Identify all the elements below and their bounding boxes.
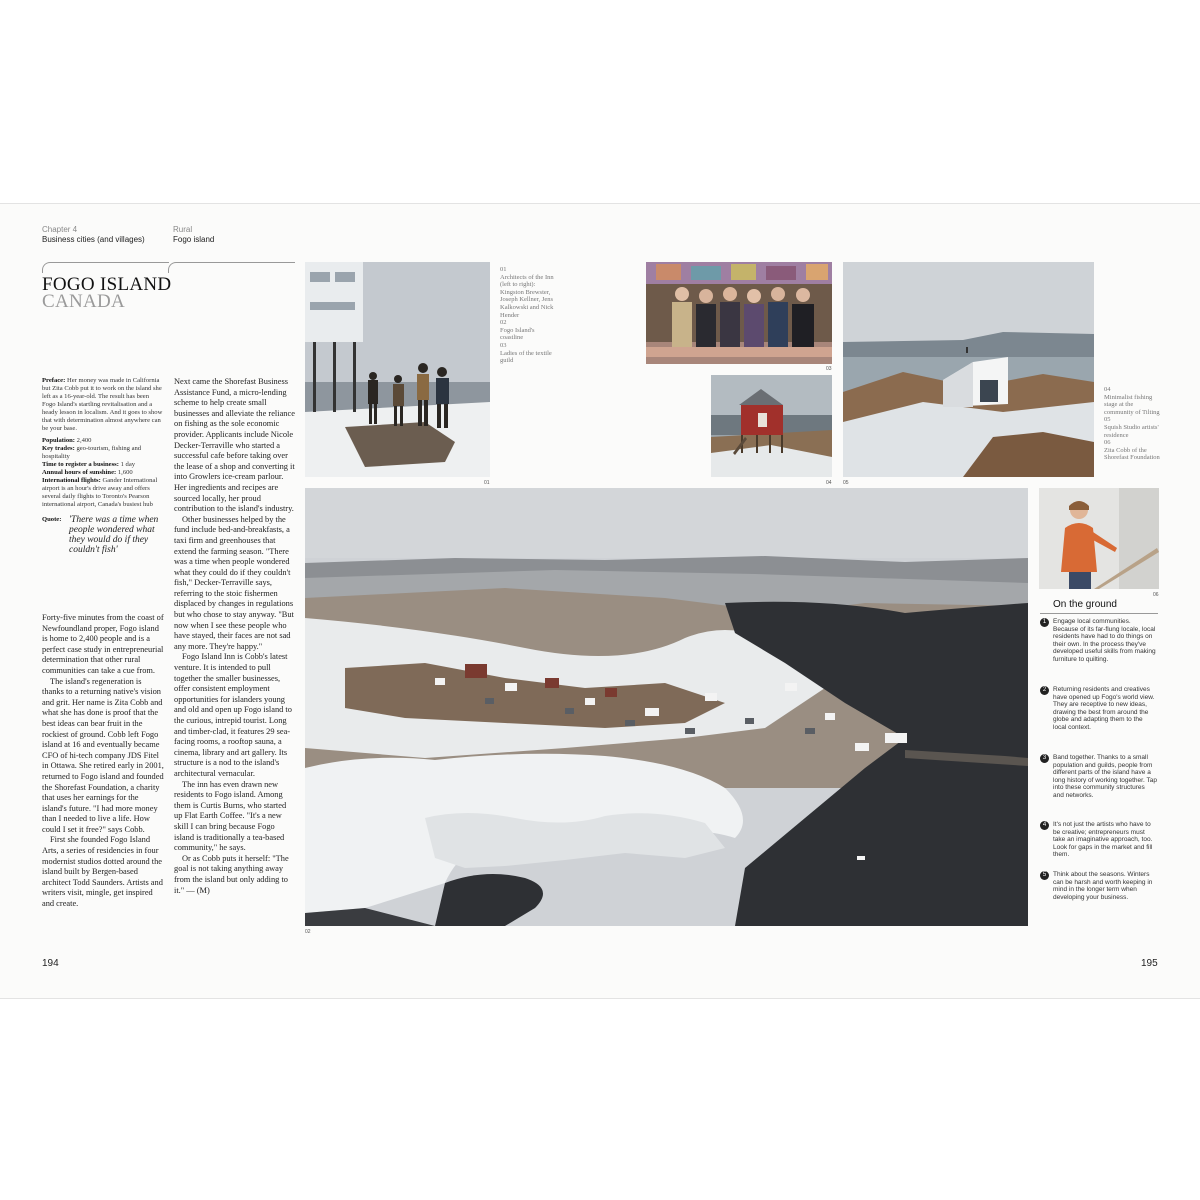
photo-number-04: 04 xyxy=(826,480,832,486)
photo-textile-guild xyxy=(646,262,832,364)
title-rule-right xyxy=(168,262,295,273)
paragraph: The island's regeneration is thanks to a returning native's vision and grit. Her name is Zita Cobb and what she has done is proof that the best ideas can bear fruit in the rockiest of ground. Cobb left Fogo island at 16 and eventually became CFO of hi-tech company JDS Fitel in Ottawa. She retired early in 2001, returned to Fogo island and founded the Shorefast Foundation, a charity that uses her earnings for the island's future. "I had more money than I needed to live a life. How could I set it free?" says Cobb. xyxy=(42,676,164,834)
list-number: 4 xyxy=(1040,821,1049,830)
paragraph: The inn has even drawn new residents to Fogo island. Among them is Curtis Burns, who started up Flat Earth Coffee. "It's a new skill I can bring because Fogo island is traditionally a tea-based community," he says. xyxy=(174,779,287,853)
paragraph: Other businesses helped by the fund include bed-and-breakfasts, a taxi firm and greenhouses that extend the farming season. "There was a time when people wondered what they could do if they couldn't fish," Decker-Terraville says, referring to the stoic fishermen displaced by changes in regulations but who chose to stay anyway. "But now when I see these people who have stayed, their faces are not sad any more. They're happy." xyxy=(174,514,294,651)
key-trades xyxy=(42,445,164,461)
article-subtitle: CANADA xyxy=(42,291,126,312)
register-value: 1 day xyxy=(120,461,136,468)
section-name: Fogo island xyxy=(173,235,215,244)
paragraph: Next came the Shorefast Business Assistance Fund, a micro-lending scheme to help create small businesses and alleviate the reliance on fishing as the sole economic provider. Applicants include Nicole Decker-Terraville who started a successful cafe before taking over the lease of a shop and converting it into Growlers ice-cream parlour. Her ingredients and recipes are sourced locally, her proud contribution to the island's industry. xyxy=(174,377,295,514)
article-title: FOGO ISLAND xyxy=(42,274,172,295)
photo-zita-cobb xyxy=(1039,488,1159,589)
photo-number-02: 02 xyxy=(305,929,311,935)
list-number: 2 xyxy=(1040,686,1049,695)
register-time xyxy=(42,461,164,469)
chapter-name: Business cities (and villages) xyxy=(42,235,145,244)
chapter-header xyxy=(42,225,145,245)
facts-box xyxy=(42,377,164,555)
photo-aerial-coastline xyxy=(305,488,1028,926)
sunshine xyxy=(42,469,164,477)
photo-architects xyxy=(305,262,490,477)
on-the-ground-rule xyxy=(1040,613,1158,614)
paragraph: First she founded Fogo Island Arts, a series of residencies in four modernist studios dotted around the island built by Bergen-based architect Todd Saunders. Artists and writers visit, mingle, get inspired and create. xyxy=(42,835,163,909)
trades-label: Key trades: xyxy=(42,445,75,452)
quote-text: 'There was a time when people wondered what they would do if they couldn't fish' xyxy=(69,515,159,555)
on-the-ground-title: On the ground xyxy=(1053,599,1117,610)
photo-number-01: 01 xyxy=(484,480,490,486)
list-text: Returning residents and creatives have opened up Fogo's world view. They are receptive to new ideas, drawing the best from around the globe and adapting them to the local context. xyxy=(1053,686,1155,731)
photo-number-06: 06 xyxy=(1153,592,1159,598)
list-text: It's not just the artists who have to be creative; entrepreneurs must take an imaginative approach, too. Look for gaps in the market and fill them. xyxy=(1053,821,1153,859)
paragraph: Fogo Island Inn is Cobb's latest venture. It is intended to pull together the smaller businesses, offer consistent employment opportunities for islanders young and old and open up Fogo island to the curious, intrepid tourist. Long and timber-clad, it features 29 sea-facing rooms, a rooftop sauna, a cinema, library and art gallery. Its structure is a nod to the island's architectural vernacular. xyxy=(174,652,292,778)
intl-flights xyxy=(42,477,164,509)
flights-label: International flights: xyxy=(42,477,101,484)
list-number: 1 xyxy=(1040,618,1049,627)
population-value: 2,400 xyxy=(76,437,92,444)
title-rule-left xyxy=(42,262,169,273)
register-label: Time to register a business: xyxy=(42,461,119,468)
section-label: Rural xyxy=(173,225,193,234)
caption-left-group: 01 Architects of the Inn (left to right): Kingston Brewster, Joseph Kellner, Jens Kalkowski and Nick Hender 02 Fogo Island's coastline 03 Ladies of the textile guild xyxy=(500,266,554,365)
list-text: Engage local communities. Because of its far-flung locale, local residents have had to do things on their own. In the process they've developed useful skills from making furniture to quilting. xyxy=(1053,618,1156,663)
list-number: 5 xyxy=(1040,871,1049,880)
section-header xyxy=(173,225,214,245)
page-number-left: 194 xyxy=(42,958,59,969)
preface-label: Preface: xyxy=(42,377,66,384)
sunshine-label: Annual hours of sunshine: xyxy=(42,469,117,476)
preface xyxy=(42,377,164,433)
chapter-label: Chapter 4 xyxy=(42,225,78,234)
photo-fishing-stage xyxy=(711,375,832,477)
flights-value: Gander International airport is an hour's drive away and offers several daily flights to Toronto's Pearson international airport, Canada's busiest hub xyxy=(42,477,158,508)
page-number-right: 195 xyxy=(1141,958,1158,969)
quote-block xyxy=(42,515,164,555)
list-text: Band together. Thanks to a small population and guilds, people from different parts of the island have a long history of working together. Tap into these community structures and networks. xyxy=(1053,754,1157,799)
paragraph: Or as Cobb puts it herself: "The goal is not taking anything away from the island but only adding to it." — (M) xyxy=(174,853,289,895)
caption-right-group: 04 Minimalist fishing stage at the community of Tilting 05 Squish Studio artists' residence 06 Zita Cobb of the Shorefast Foundation xyxy=(1104,386,1160,462)
photo-number-03: 03 xyxy=(826,366,832,372)
list-text: Think about the seasons. Winters can be harsh and worth keeping in mind in the longer term when developing your business. xyxy=(1053,871,1153,901)
sunshine-value: 1,600 xyxy=(117,469,133,476)
body-column-2 xyxy=(174,377,296,896)
photo-squish-studio xyxy=(843,262,1094,477)
trades-value: geo-tourism, fishing and hospitality xyxy=(42,445,142,460)
photo-number-05: 05 xyxy=(843,480,849,486)
quote-label: Quote: xyxy=(42,516,62,523)
list-number: 3 xyxy=(1040,754,1049,763)
population-label: Population: xyxy=(42,437,75,444)
preface-text: Her money was made in California but Zita Cobb put it to work on the island she left as a 16-year-old. The result has been Fogo Island's startling revitalisation and a heady lesson in localism. And it goes to show that with determination almost anywhere can be your base. xyxy=(42,377,163,432)
paragraph: Forty-five minutes from the coast of Newfoundland proper, Fogo island is home to 2,400 people and is a perfect case study in entrepreneurial determination that other rural communities can take a cue from. xyxy=(42,613,164,675)
population xyxy=(42,437,164,445)
body-column-1 xyxy=(42,613,164,910)
